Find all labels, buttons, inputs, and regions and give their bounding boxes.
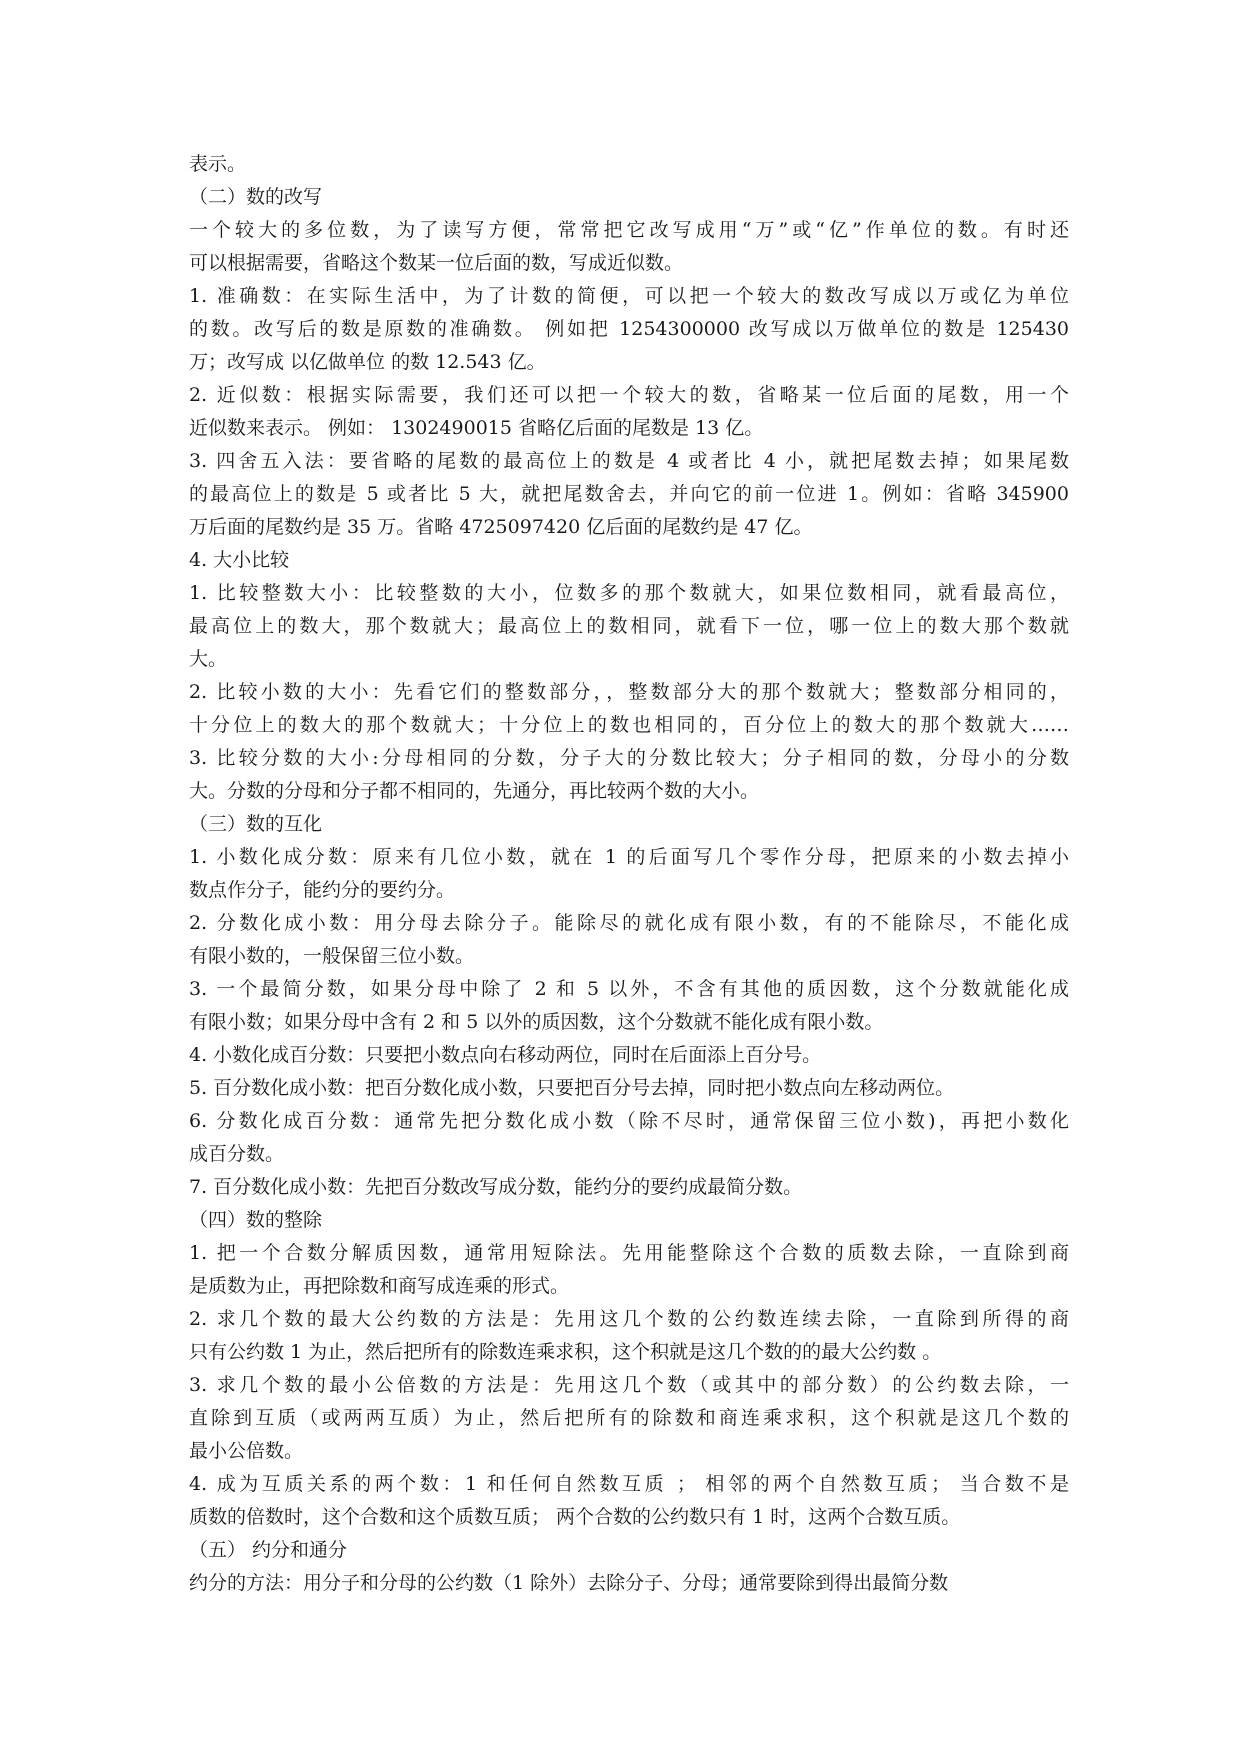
text-line: 7. 百分数化成小数：先把百分数改写成分数，能约分的要约成最简分数。 (189, 1176, 803, 1198)
text-line: 1. 比较整数大小：比较整数的大小，位数多的那个数就大，如果位数相同，就看最高位， (189, 582, 1069, 604)
text-line: 5. 百分数化成小数：把百分数化成小数，只要把百分号去掉，同时把小数点向左移动两位。 (189, 1077, 955, 1099)
text-line: 十分位上的数大的那个数就大；十分位上的数也相同的，百分位上的数大的那个数就大…… (189, 714, 1069, 736)
text-line: 一个较大的多位数，为了读写方便，常常把它改写成用“万”或“亿”作单位的数。有时还 (189, 219, 1069, 241)
text-line: 万；改写成 以亿做单位 的数 12.543 亿。 (189, 351, 546, 373)
text-line: 4. 大小比较 (189, 549, 290, 571)
text-line: 近似数来表示。 例如： 1302490015 省略亿后面的尾数是 13 亿。 (189, 417, 764, 439)
text-line: （四）数的整除 (189, 1209, 323, 1231)
text-line: 的数。改写后的数是原数的准确数。 例如把 1254300000 改写成以万做单位的数是 125430 (189, 318, 1069, 340)
text-line: 万后面的尾数约是 35 万。省略 4725097420 亿后面的尾数约是 47 亿。 (189, 516, 813, 538)
text-line: 3. 一个最简分数，如果分母中除了 2 和 5 以外，不含有其他的质因数，这个分数就能化成 (189, 978, 1069, 1000)
text-line: 有限小数；如果分母中含有 2 和 5 以外的质因数，这个分数就不能化成有限小数。 (189, 1011, 884, 1033)
text-line: 约分的方法：用分子和分母的公约数（1 除外）去除分子、分母；通常要除到得出最简分数 (189, 1572, 949, 1594)
text-line: 1. 准确数：在实际生活中，为了计数的简便，可以把一个较大的数改写成以万或亿为单位 (189, 285, 1069, 307)
text-line: （五） 约分和通分 (189, 1539, 348, 1561)
text-line: 数点作分子，能约分的要约分。 (189, 879, 456, 901)
text-line: 质数的倍数时，这个合数和这个质数互质； 两个合数的公约数只有 1 时，这两个合数互质。 (189, 1506, 961, 1528)
text-line: （二）数的改写 (189, 186, 323, 208)
text-line: 表示。 (189, 153, 247, 175)
text-line: 6. 分数化成百分数：通常先把分数化成小数（除不尽时，通常保留三位小数)，再把小数化 (189, 1110, 1069, 1132)
text-line: 可以根据需要，省略这个数某一位后面的数，写成近似数。 (189, 252, 684, 274)
text-line: 有限小数的，一般保留三位小数。 (189, 945, 475, 967)
text-line: 4. 成为互质关系的两个数：1 和任何自然数互质 ； 相邻的两个自然数互质； 当合数不是 (189, 1473, 1069, 1495)
text-line: 直除到互质（或两两互质）为止，然后把所有的除数和商连乘求积，这个积就是这几个数的 (189, 1407, 1069, 1429)
text-line: 的最高位上的数是 5 或者比 5 大，就把尾数舍去，并向它的前一位进 1。例如：省略 345900 (189, 483, 1069, 505)
text-line: 只有公约数 1 为止，然后把所有的除数连乘求积，这个积就是这几个数的的最大公约数 。 (189, 1341, 942, 1363)
text-line: 成百分数。 (189, 1143, 285, 1165)
text-line: 大。 (189, 648, 228, 670)
text-line: 4. 小数化成百分数：只要把小数点向右移动两位，同时在后面添上百分号。 (189, 1044, 822, 1066)
text-line: （三）数的互化 (189, 813, 323, 835)
text-line: 1. 小数化成分数：原来有几位小数，就在 1 的后面写几个零作分母，把原来的小数去掉小 (189, 846, 1069, 868)
text-line: 2. 分数化成小数：用分母去除分子。能除尽的就化成有限小数，有的不能除尽，不能化成 (189, 912, 1069, 934)
text-line: 最小公倍数。 (189, 1440, 304, 1462)
text-line: 大。分数的分母和分子都不相同的，先通分，再比较两个数的大小。 (189, 780, 760, 802)
text-line: 2. 近似数：根据实际需要，我们还可以把一个较大的数，省略某一位后面的尾数，用一个 (189, 384, 1069, 406)
text-line: 3. 比较分数的大小:分母相同的分数，分子大的分数比较大；分子相同的数，分母小的分数 (189, 747, 1069, 769)
text-line: 最高位上的数大，那个数就大；最高位上的数相同，就看下一位，哪一位上的数大那个数就 (189, 615, 1069, 637)
text-line: 3. 四舍五入法：要省略的尾数的最高位上的数是 4 或者比 4 小，就把尾数去掉；如果尾数 (189, 450, 1069, 472)
text-line: 2. 比较小数的大小：先看它们的整数部分，，整数部分大的那个数就大；整数部分相同的， (189, 681, 1069, 703)
text-line: 2. 求几个数的最大公约数的方法是：先用这几个数的公约数连续去除，一直除到所得的商 (189, 1308, 1069, 1330)
document-body (189, 148, 1069, 1600)
text-line: 3. 求几个数的最小公倍数的方法是：先用这几个数（或其中的部分数）的公约数去除，一 (189, 1374, 1069, 1396)
text-line: 1. 把一个合数分解质因数，通常用短除法。先用能整除这个合数的质数去除，一直除到商 (189, 1242, 1069, 1264)
text-line: 是质数为止，再把除数和商写成连乘的形式。 (189, 1275, 570, 1297)
